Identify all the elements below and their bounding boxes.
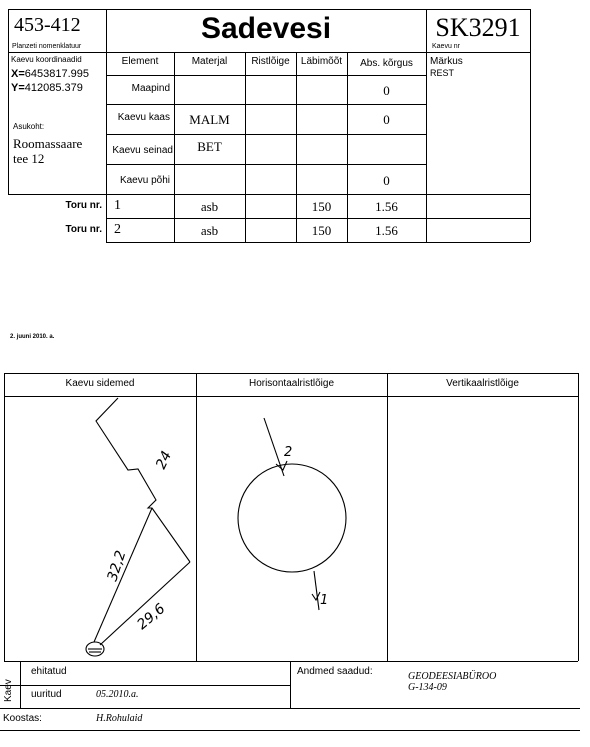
col-header-remark: Märkus [430,56,463,67]
sheet-number: 453-412 [14,14,81,36]
built-label: ehitatud [31,666,67,677]
pipe-out-label: 1 [320,593,329,608]
surveyed-label: uuritud [31,689,62,700]
location-line2: tee 12 [13,151,45,166]
row-elevation: 0 [383,112,390,127]
pipe-label: Toru nr. [65,200,102,211]
surveyed-value: 05.2010.a. [96,689,139,700]
pipe-elevation: 1.56 [375,199,398,214]
row-element: Maapind [131,83,170,94]
row-material: BET [197,139,222,154]
sketch-header-vertical: Vertikaalristlõige [446,378,519,389]
col-header-diameter: Läbimõõt [300,56,343,67]
row-material: MALM [189,112,230,127]
row-elevation: 0 [383,173,390,188]
pipe-diameter: 150 [311,199,332,214]
pipe-in-label: 2 [284,445,293,460]
well-circle [238,464,346,572]
remark-value: REST [430,68,455,78]
col-header-material: Materjal [191,56,228,67]
row-elevation: 0 [383,83,390,98]
source-label: Andmed saadud: [297,666,373,677]
col-header-element: Element [121,56,159,67]
well-number: SK3291 [435,13,521,42]
coords-label: Kaevu koordinaadid [11,55,82,64]
sketch-header-links: Kaevu sidemed [65,378,135,389]
row-element: Kaevu põhi [119,175,170,186]
dim-label-1: 24 [153,448,176,472]
footer-side-label: Kaev [3,679,14,702]
col-header-elevation: Abs. kõrgus [360,58,413,69]
coord-x-value: 6453817.995 [24,68,89,80]
dim-label-2: 32,2 [104,548,130,584]
pipe-label: Toru nr. [65,224,102,235]
coord-y-value: 412085.379 [24,82,83,94]
well-label: Kaevu nr [432,43,461,50]
document-date: 2. juuni 2010. a. [10,334,55,340]
coord-x-prefix: X= [11,68,25,80]
source-line1: GEODEESIABÜROO [408,671,497,682]
pipe-material: asb [200,223,219,238]
dim-label-3: 29,6 [134,600,169,634]
col-header-section: Ristlõige [251,56,290,67]
author-label: Koostas: [3,713,42,724]
row-element: Kaevu seinad [112,145,173,156]
row-element: Kaevu kaas [117,112,170,123]
sketch-header-horizontal: Horisontaalristlõige [248,378,335,389]
sheet-label: Planzeti nomenklatuur [12,43,82,50]
pipe-material: asb [200,199,219,214]
pipe-number: 1 [114,198,121,213]
coord-y-prefix: Y= [11,82,25,94]
pipe-diameter: 150 [311,223,332,238]
location-label: Asukoht: [13,122,45,131]
source-line2: G-134-09 [408,682,447,693]
author-value: H.Rohulaid [96,713,143,724]
building-outline [96,398,190,562]
pipe-out-arrow [312,592,320,600]
pipe-out-line [314,571,319,610]
location-line1: Roomassaare [13,136,83,151]
page-title: Sadevesi [200,12,332,45]
pipe-number: 2 [114,222,121,237]
pipe-elevation: 1.56 [375,223,398,238]
